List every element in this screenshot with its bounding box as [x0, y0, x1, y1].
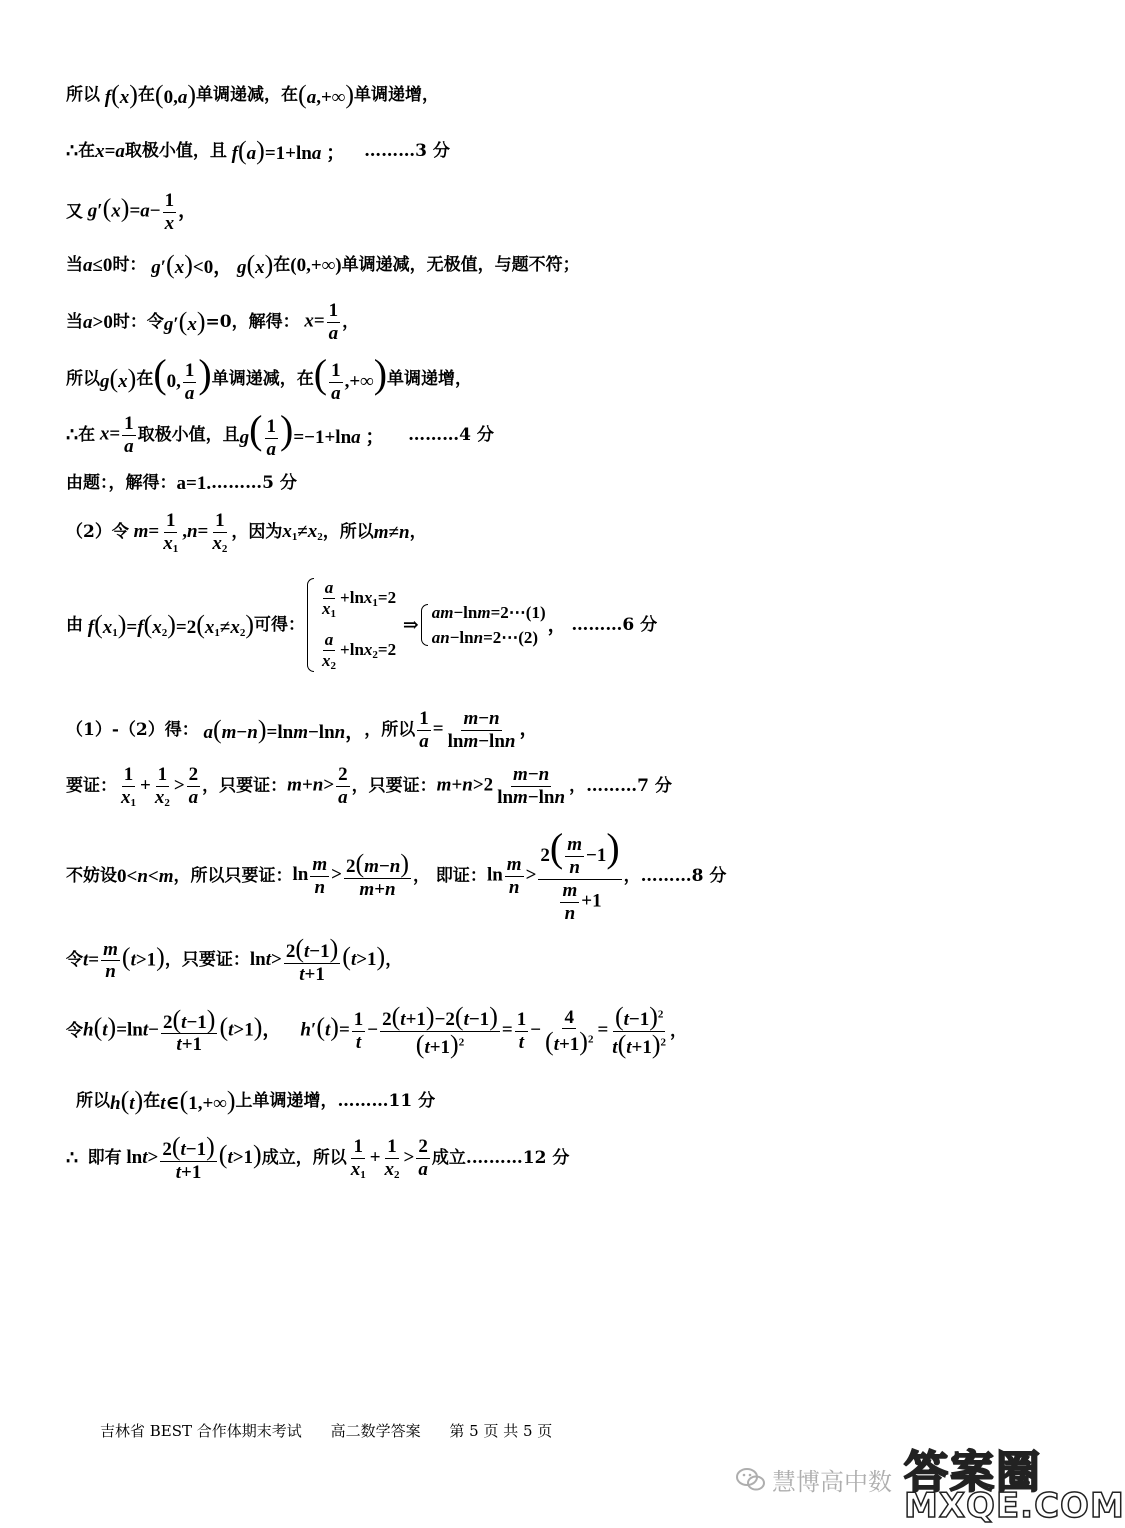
line-5	[66, 300, 359, 345]
text: 又	[66, 201, 83, 222]
text: ，所以	[364, 719, 416, 740]
score: ………5 分	[211, 473, 297, 493]
text: 所以	[76, 1090, 110, 1111]
text: =0，解得：	[205, 311, 300, 332]
text: 在	[78, 140, 96, 161]
text: 单调递增，	[353, 84, 439, 105]
math: h(t)=lnt− $\frac{2(t-1)}{t+1}$ (t>1)， h′(t)= $\frac{1}{t}$ − $\frac{2(t+1)-2(t-1)}{(t+1)^2}$ = $\frac{1}{t}$ − $\frac{4}{(t+1)^2}$ = $\frac{(t-1)^2}{t(t+1)^2}$	[83, 1002, 667, 1059]
math: a>0	[83, 311, 113, 333]
math: $\frac{1}{a}$ = $\frac{m-n}{\ln m-\ln n}$ ，	[419, 708, 539, 752]
system-of-equations: am−lnm=2⋯(1) an−lnn=2⋯(2)	[421, 604, 546, 646]
text: 时：	[112, 254, 147, 275]
math: f(a)=1+lna ；	[231, 136, 365, 165]
math: $\frac{1}{x_1}$ + $\frac{1}{x_2}$ > $\frac{2}{a}$	[121, 764, 199, 809]
math: g′(x)	[163, 307, 206, 337]
line-7	[66, 407, 494, 461]
text: 单调递增，	[387, 368, 473, 389]
implies-arrow: ⇒	[398, 614, 419, 636]
text: 令	[66, 1020, 83, 1041]
line-12	[66, 764, 672, 809]
text: ，所以只要证：	[173, 865, 293, 886]
text: 要证：	[66, 776, 117, 797]
text: 所以	[66, 84, 100, 105]
score: ………12 分	[471, 1148, 570, 1169]
math: 0<n<m	[117, 865, 174, 887]
footer-page-number: 第 5 页 共 5 页	[449, 1422, 553, 1440]
math: lnt> $\frac{2(t-1)}{t+1}$ (t>1)	[249, 934, 386, 985]
therefore-symbol: ∴	[66, 140, 79, 162]
text: 可得：	[254, 614, 306, 635]
line-10	[66, 578, 657, 672]
text: 当	[66, 311, 83, 332]
text: ，所以	[322, 522, 374, 543]
line-2	[66, 138, 450, 164]
math: ln $\frac{m}{n}$ > 2( $\frac{m}{n}$ −1) $\frac{m}{n}$ +1	[486, 825, 620, 924]
text: ， 即证：	[413, 865, 487, 886]
text: ，	[670, 1020, 688, 1041]
score: ………4 分	[408, 424, 494, 445]
text: ，	[385, 950, 403, 971]
text: 在	[273, 254, 291, 275]
math: $\frac{1}{x_1}$ + $\frac{1}{x_2}$ > $\frac{2}{a}$	[350, 1136, 428, 1181]
math: a=1.	[176, 473, 212, 494]
score: ………11 分	[337, 1090, 436, 1111]
math: (0,+∞)	[290, 254, 342, 276]
text: ，因为	[231, 522, 283, 543]
math: m= $\frac{1}{x_1}$ ,n= $\frac{1}{x_2}$	[133, 510, 228, 555]
score: ………6 分	[571, 614, 658, 635]
math: lnt> $\frac{2(t-1)}{t+1}$ (t>1)	[121, 1132, 262, 1183]
math: $x_1\ne x_2$	[282, 521, 323, 544]
math: a≤0	[83, 254, 113, 276]
therefore-symbol: ∴	[66, 424, 79, 446]
text: 成立，所以	[261, 1148, 347, 1169]
text: 取极小值，且	[137, 424, 240, 445]
system-of-equations: $\frac{a}{x_1}$ +lnx$_1$=2 $\frac{a}{x_2}$ +lnx$_2$=2	[307, 578, 396, 672]
text: 时：令	[112, 311, 164, 332]
watermark-account	[736, 1462, 892, 1497]
footer-exam-name: 吉林省 BEST 合作体期末考试	[100, 1422, 302, 1440]
text: ，	[409, 522, 427, 543]
text: 在	[78, 424, 96, 445]
text: 不妨设	[66, 865, 117, 886]
text: 上单调递增，	[235, 1090, 338, 1111]
line-6	[66, 351, 473, 405]
line-1	[66, 82, 439, 108]
math: x= $\frac{1}{a}$	[99, 413, 134, 457]
comma: ，	[547, 614, 572, 636]
math: ln $\frac{m}{n}$ > $\frac{2(m-n)}{m+n}$	[292, 849, 410, 901]
math: x= $\frac{1}{a}$	[304, 300, 339, 344]
line-11	[66, 708, 539, 753]
math: g( $\frac{1}{a}$ )=−1+lna ；	[239, 407, 409, 461]
math: m+n>2 $\frac{m-n}{\ln m-\ln n}$	[436, 764, 566, 809]
line-9	[66, 510, 427, 555]
therefore-symbol: ∴	[66, 1148, 88, 1170]
wechat-icon	[736, 1467, 766, 1493]
text: 成立.	[431, 1148, 472, 1169]
text: 当	[66, 254, 83, 275]
score: ，………7 分	[569, 776, 672, 797]
text: ，	[342, 311, 360, 332]
math: g′(x)=a− $\frac{1}{x}$ ，	[87, 190, 198, 234]
line-14	[66, 936, 402, 986]
watermark-logo	[900, 1434, 1125, 1528]
line-17	[66, 1134, 569, 1184]
watermark-logo-top: 答案圈	[904, 1447, 1042, 1498]
math: ( $\frac{1}{a}$ ,+∞)	[313, 351, 388, 405]
score: ………3 分	[364, 140, 450, 161]
text: 在	[136, 368, 154, 389]
math: g(x)	[100, 364, 137, 394]
text: 由	[66, 614, 83, 635]
page-footer	[100, 1420, 576, 1441]
text: 即有	[87, 1148, 122, 1169]
text: ，只要证：	[164, 950, 250, 971]
line-15	[66, 1004, 687, 1059]
text: （1）-（2）得：	[66, 719, 199, 740]
line-3	[66, 190, 197, 235]
math: m+n> $\frac{2}{a}$	[287, 764, 348, 809]
math: t∈(1,+∞)	[160, 1086, 236, 1115]
math: x=a	[95, 140, 125, 162]
text: 单调递减，在	[211, 368, 314, 389]
math: t= $\frac{m}{n}$ (t>1)	[83, 938, 165, 983]
text: 取极小值，且	[124, 140, 227, 161]
math: $f(x_1)=f(x_2)=2(x_1\ne x_2)$	[87, 609, 255, 639]
watermark-logo-bottom: MXQE.COM	[904, 1486, 1125, 1526]
text: 所以	[66, 368, 100, 389]
line-8	[66, 474, 297, 493]
text: 令	[66, 950, 83, 971]
line-4	[66, 252, 580, 278]
math: (0, $\frac{1}{a}$ )	[153, 351, 212, 405]
text: （2）令	[66, 522, 129, 543]
line-13	[66, 825, 727, 925]
math-interval-0a: (0,a)	[154, 80, 197, 109]
math: m≠n	[373, 522, 410, 544]
text: 由题：，解得：	[66, 473, 177, 493]
score: ，………8 分	[623, 865, 727, 886]
text: 在	[137, 84, 155, 105]
text: 单调递减，无极值，与题不符；	[341, 254, 580, 275]
watermark-account-name: 慧博高中数	[772, 1468, 892, 1496]
line-16	[76, 1088, 435, 1114]
text: ，只要证：	[351, 776, 437, 797]
text: 单调递减，在	[196, 84, 299, 105]
math: a(m−n)=lnm−lnn，	[203, 715, 365, 745]
math-fx: f(x)	[104, 80, 138, 109]
text: 在	[143, 1090, 161, 1111]
math: h(t)	[110, 1086, 144, 1115]
footer-subject: 高二数学答案	[330, 1422, 421, 1440]
text: ，只要证：	[202, 776, 288, 797]
math: g′(x)<0， g(x)	[151, 250, 274, 279]
math-interval-a-inf: (a,+∞)	[298, 80, 354, 109]
